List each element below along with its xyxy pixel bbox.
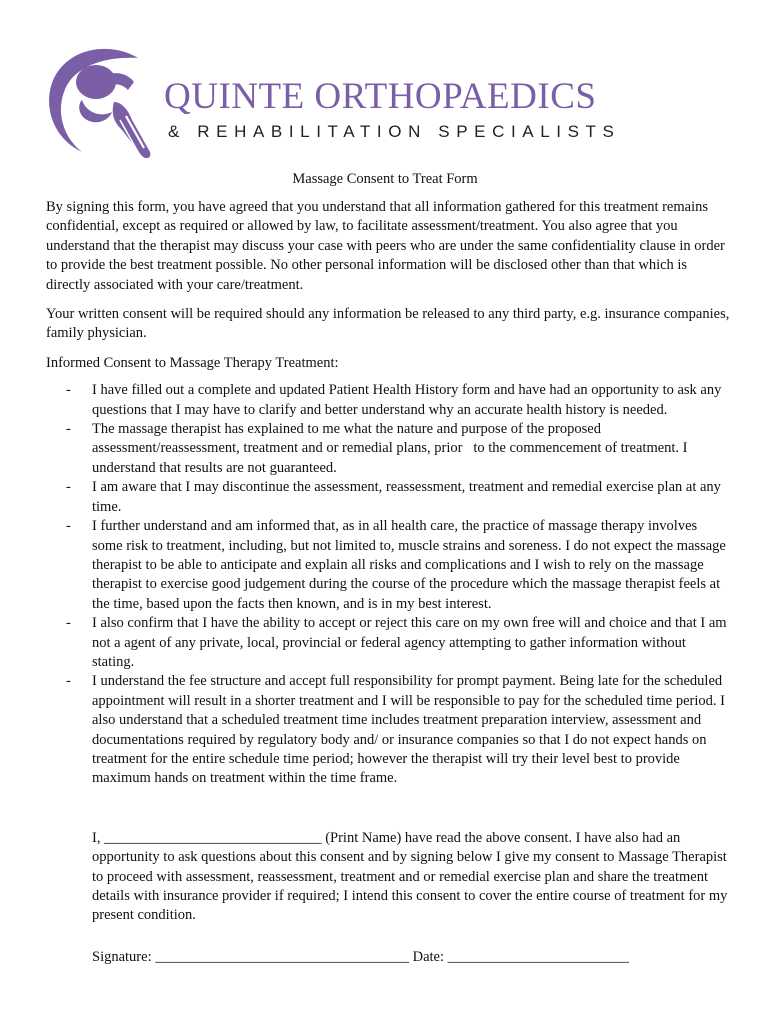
confidentiality-paragraph: By signing this form, you have agreed that you understand that all information gathered for this treatment remains confidential, except as required or allowed by law, to facilitate assessment/treatment. You also agree that you understand that the therapist may discuss your case with peers who are under the same confidentiality clause in order to provide the best treatment possible. No other personal information will be disclosed other than that which is directly associated with your care/treatment. [46, 199, 725, 293]
letterhead [42, 40, 662, 162]
list-item [46, 517, 730, 614]
informed-consent-heading: Informed Consent to Massage Therapy Treatment: [46, 354, 339, 371]
list-item [46, 420, 730, 478]
consent-list [46, 381, 730, 789]
orthopaedic-joint-logo-icon [42, 40, 160, 162]
list-item-text: I have filled out a complete and updated Patient Health History form and have had an opportunity to ask any questions that I may have to clarify and better understand why an accurate health history is needed. [92, 382, 725, 418]
bullet-marker: - [66, 382, 71, 399]
bullet-marker: - [66, 421, 71, 438]
consent-statement[interactable]: I, ______________________________ (Print Name) have read the above consent. I have also had an opportunity to ask questions about this consent and by signing below I give my consent to Massage Therapist to proceed with assessment, reassessment, treatment and or remedial exercise plan and share the treatment details with insurance provider if required; I intend this consent to cover the entire course of treatment for my present condition. [92, 829, 728, 924]
brand-tagline: & REHABILITATION SPECIALISTS [168, 122, 621, 141]
form-title: Massage Consent to Treat Form [292, 171, 478, 187]
third-party-paragraph: Your written consent will be required should any information be released to any third party, e.g. insurance companies, family physician. [46, 306, 730, 342]
list-item [46, 614, 730, 672]
list-item-text: I also confirm that I have the ability to accept or reject this care on my own free will and choice and that I am not a agent of any private, local, provincial or federal agency attempting to gather information without stating. [92, 615, 731, 670]
bullet-marker: - [66, 479, 71, 496]
list-item [46, 672, 730, 788]
list-item-text: I am aware that I may discontinue the assessment, reassessment, treatment and remedial exercise plan at any time. [92, 479, 725, 515]
list-item [46, 381, 730, 420]
bullet-marker: - [66, 518, 71, 535]
form-body [46, 198, 730, 967]
list-item-text: I understand the fee structure and accept full responsibility for prompt payment. Being late for the scheduled appointment will result in a shorter treatment and I will be responsible to pay for the scheduled time period. I also understand that a scheduled treatment time includes treatment preparation interview, assessment and documentations required by regulatory body and/ or insurance companies so that I do not expect hands on treatment for the entire schedule time period; however the therapist will try their level best to provide maximum hands on treatment within the time frame. [92, 673, 729, 787]
list-item-text: I further understand and am informed that, as in all health care, the practice of massage therapy involves some risk to treatment, including, but not limited to, muscle strains and soreness. I do not expect the massage therapist to be able to anticipate and explain all risks and complications and I wish to rely on the massage therapist to exercise good judgement during the course of the procedure which the massage therapist feels at the time, based upon the facts then known, and is in my best interest. [92, 518, 730, 612]
brand-name: QUINTE ORTHOPAEDICS [164, 76, 597, 117]
signature-row [46, 948, 730, 967]
list-item [46, 478, 730, 517]
bullet-marker: - [66, 615, 71, 632]
signature-field[interactable]: Signature: ___________________________________ [92, 948, 409, 965]
list-item-text: The massage therapist has explained to me what the nature and purpose of the proposed assessment/reassessment, treatment and or remedial plans, prior to the commencement of treatment. I understand that results are not guaranteed. [92, 421, 692, 476]
bullet-marker: - [66, 673, 71, 690]
date-field[interactable]: Date: _________________________ [412, 948, 629, 965]
